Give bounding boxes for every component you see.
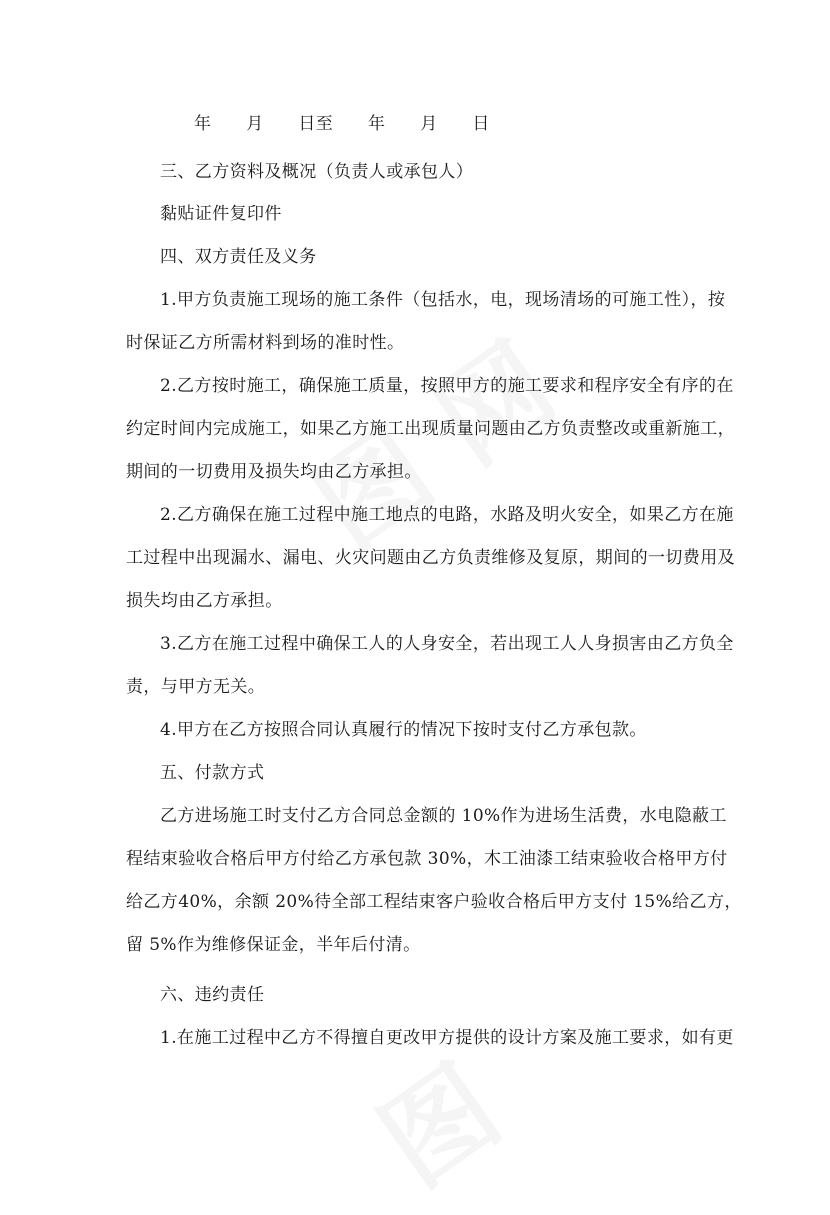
clause-2a-line-1: 2.乙方按时施工，确保施工质量，按照甲方的施工要求和程序安全有序的在	[160, 376, 734, 396]
paragraph-attach-id: 黏贴证件复印件	[160, 204, 282, 224]
clause-1-line-2: 时保证乙方所需材料到场的准时性。	[126, 333, 405, 353]
section-heading-6: 六、违约责任	[160, 985, 265, 1005]
clause-2a-line-3: 期间的一切费用及损失均由乙方承担。	[126, 462, 422, 482]
clause-3-line-1: 3.乙方在施工过程中确保工人的人身安全，若出现工人人身损害由乙方负全	[160, 634, 734, 654]
payment-line-3: 给乙方40%，余额 20%待全部工程结束客户验收合格后甲方支付 15%给乙方，	[126, 892, 742, 912]
section-heading-4: 四、双方责任及义务	[160, 247, 317, 267]
payment-line-2: 程结束验收合格后甲方付给乙方承包款 30%，木工油漆工结束验收合格甲方付	[126, 849, 728, 869]
payment-line-4: 留 5%作为维修保证金，半年后付清。	[126, 935, 421, 955]
clause-2b-line-3: 损失均由乙方承担。	[126, 591, 283, 611]
clause-4: 4.甲方在乙方按照合同认真履行的情况下按时支付乙方承包款。	[160, 720, 647, 740]
watermark-bottom	[345, 1023, 526, 1215]
liability-clause-1-line-1: 1.在施工过程中乙方不得擅自更改甲方提供的设计方案及施工要求，如有更	[160, 1028, 734, 1048]
clause-3-line-2: 责，与甲方无关。	[126, 677, 266, 697]
section-heading-5: 五、付款方式	[160, 763, 265, 783]
clause-1-line-1: 1.甲方负责施工现场的施工条件（包括水，电，现场清场的可施工性），按	[160, 290, 726, 310]
clause-2b-line-2: 工过程中出现漏水、漏电、火灾问题由乙方负责维修及复原，期间的一切费用及	[126, 548, 735, 568]
clause-2b-line-1: 2.乙方确保在施工过程中施工地点的电路，水路及明火安全，如果乙方在施	[160, 505, 734, 525]
section-heading-3: 三、乙方资料及概况（负责人或承包人）	[160, 162, 474, 182]
date-range-line: 年 月 日至 年 月 日	[194, 114, 490, 134]
clause-2a-line-2: 约定时间内完成施工，如果乙方施工出现质量问题由乙方负责整改或重新施工，	[126, 419, 735, 439]
payment-line-1: 乙方进场施工时支付乙方合同总金额的 10%作为进场生活费，水电隐蔽工	[160, 806, 727, 826]
